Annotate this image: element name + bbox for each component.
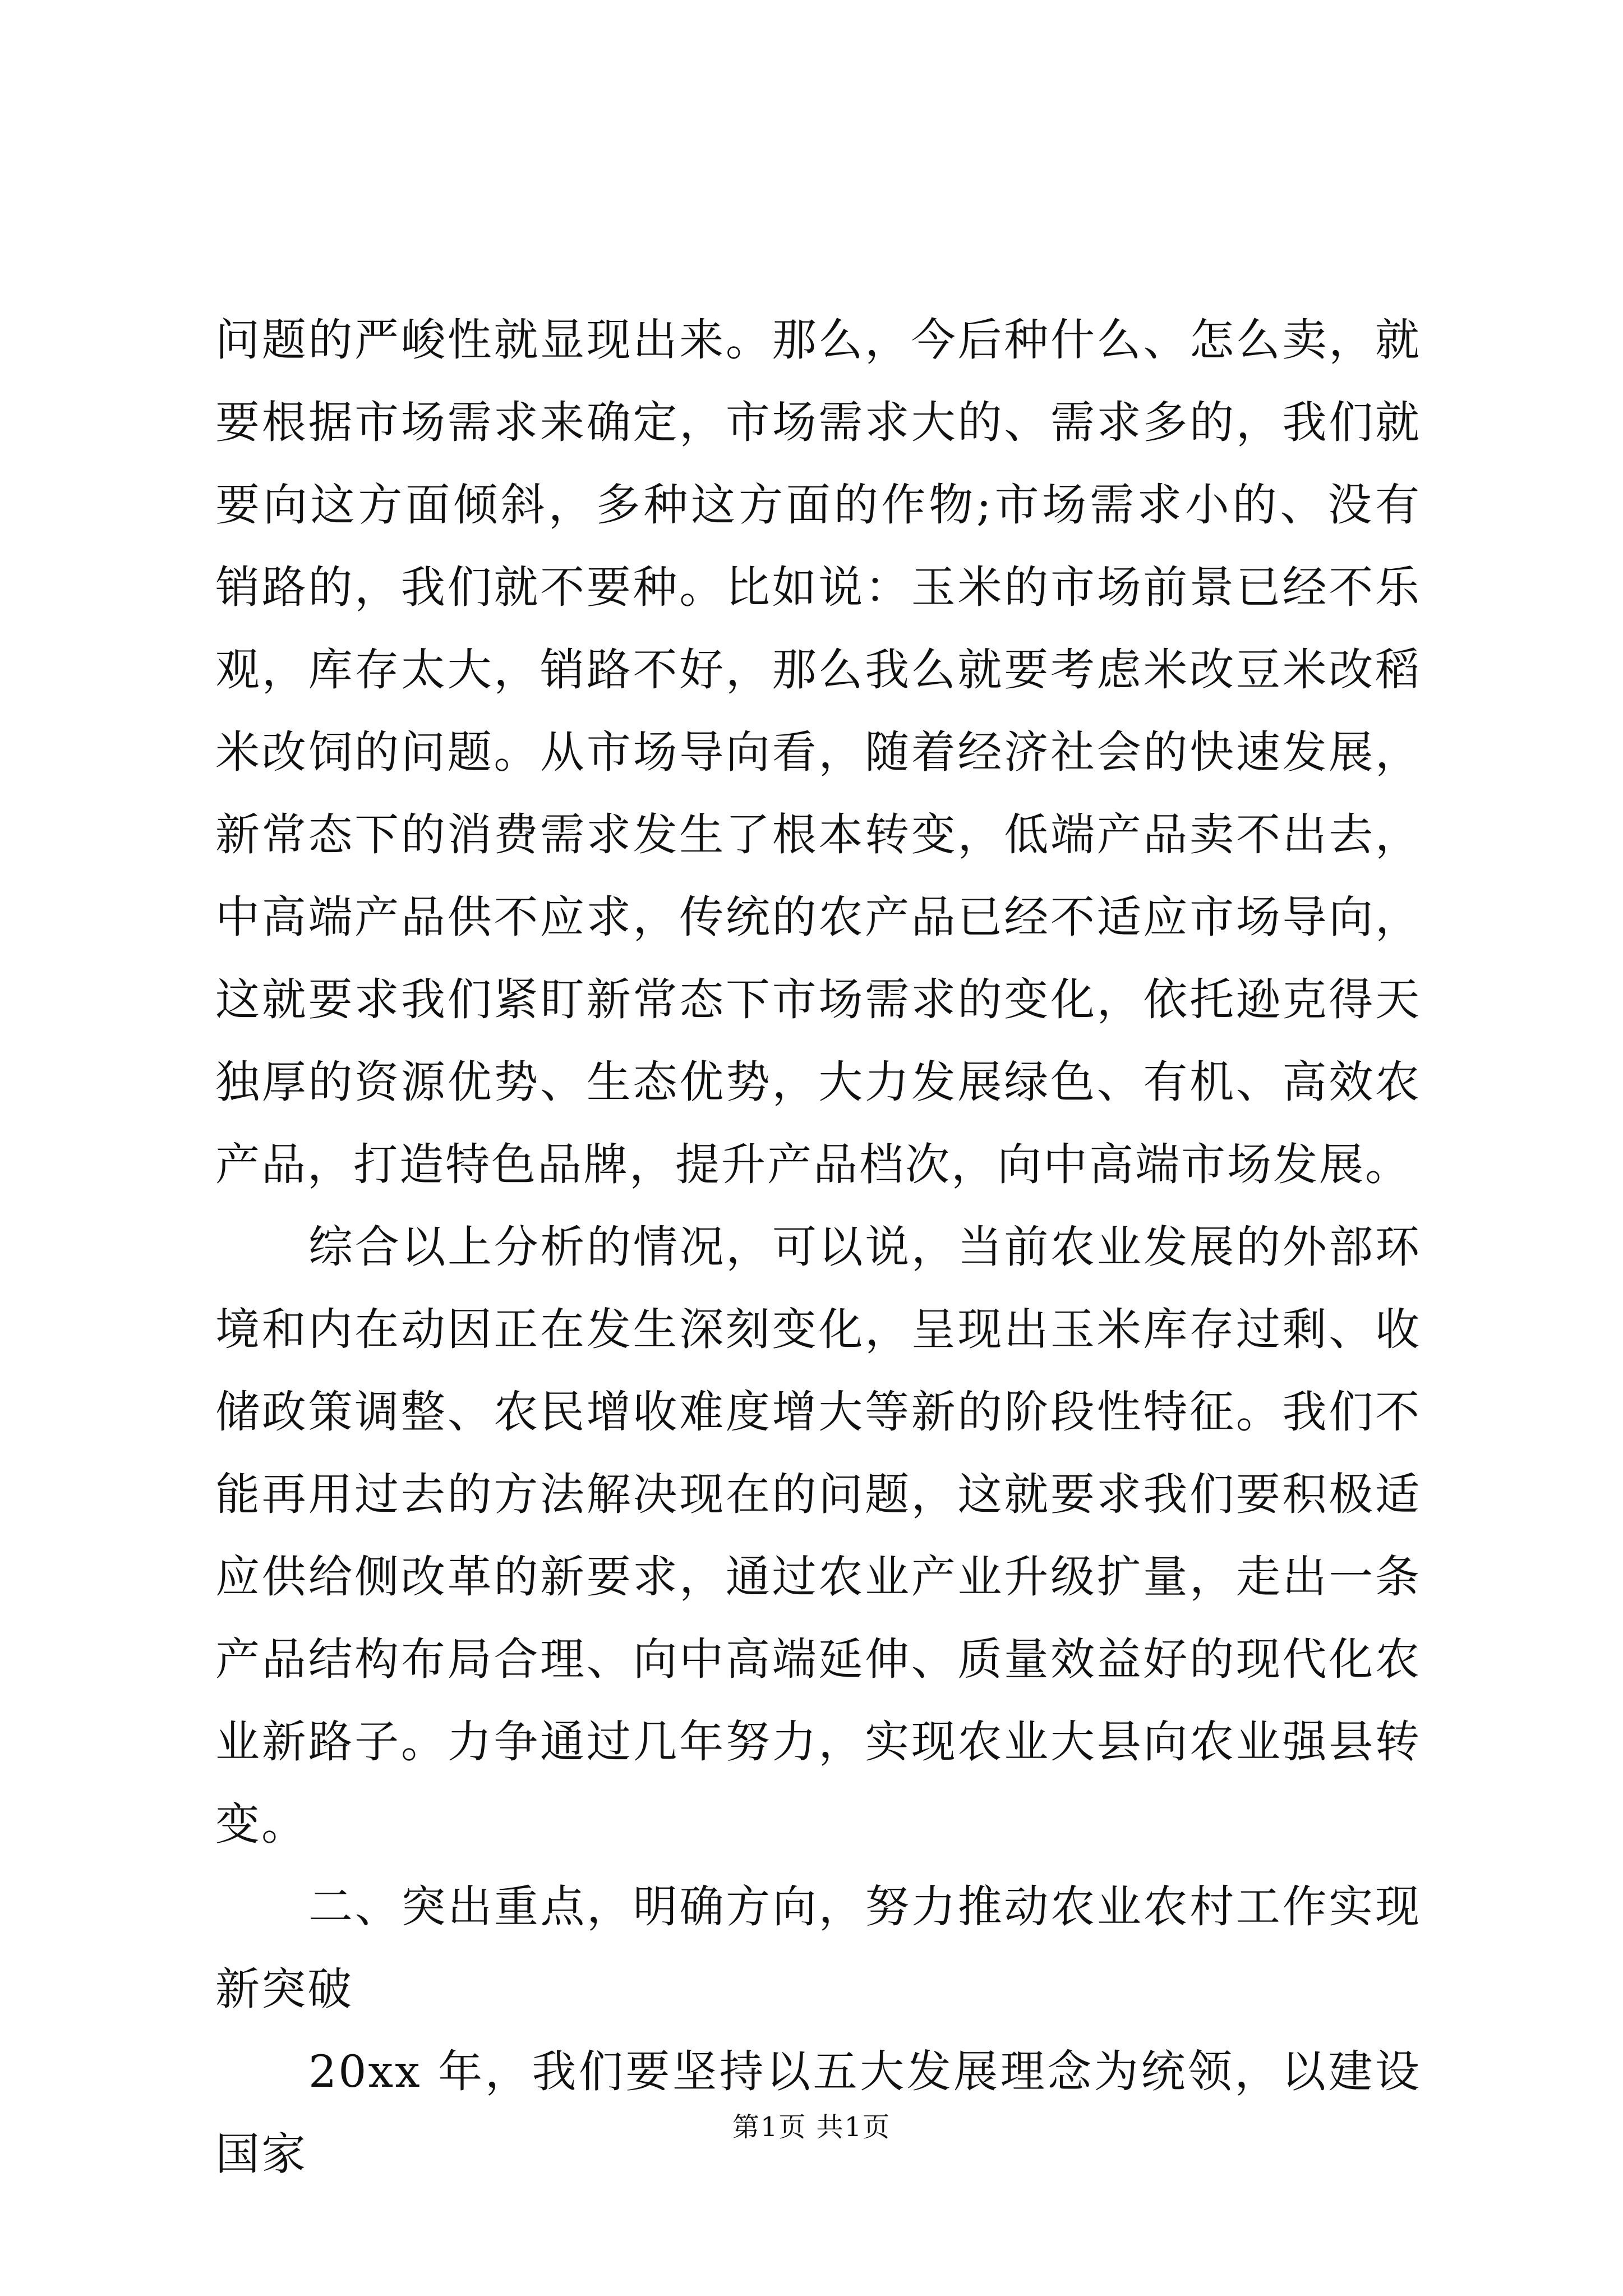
document-body	[215, 299, 1421, 2196]
section-heading: 二、突出重点，明确方向，努力推动农业农村工作实现新突破	[215, 1881, 1421, 2015]
page-footer: 第1页 共1页	[732, 2111, 891, 2143]
paragraph-opening: 20xx 年，我们要坚持以五大发展理念为统领，以建设国家	[215, 2046, 1421, 2180]
paragraph-summary: 综合以上分析的情况，可以说，当前农业发展的外部环境和内在动因正在发生深刻变化，呈现出玉米库存过剩、收储政策调整、农民增收难度增大等新的阶段性特征。我们不能再用过去的方法解决现在的问题，这就要求我们要积极适应供给侧改革的新要求，通过农业产业升级扩量，走出一条产品结构布局合理、向中高端延伸、质量效益好的现代化农业新路子。力争通过几年努力，实现农业大县向农业强县转变。	[215, 1221, 1421, 1850]
paragraph-continuation: 问题的严峻性就显现出来。那么，今后种什么、怎么卖，就要根据市场需求来确定，市场需求大的、需求多的，我们就要向这方面倾斜，多种这方面的作物;市场需求小的、没有销路的，我们就不要种。比如说：玉米的市场前景已经不乐观，库存太大，销路不好，那么我么就要考虑米改豆米改稻米改饲的问题。从市场导向看，随着经济社会的快速发展，新常态下的消费需求发生了根本转变，低端产品卖不出去，中高端产品供不应求，传统的农产品已经不适应市场导向，这就要求我们紧盯新常态下市场需求的变化，依托逊克得天独厚的资源优势、生态优势，大力发展绿色、有机、高效农产品，打造特色品牌，提升产品档次，向中高端市场发展。	[215, 314, 1421, 1190]
